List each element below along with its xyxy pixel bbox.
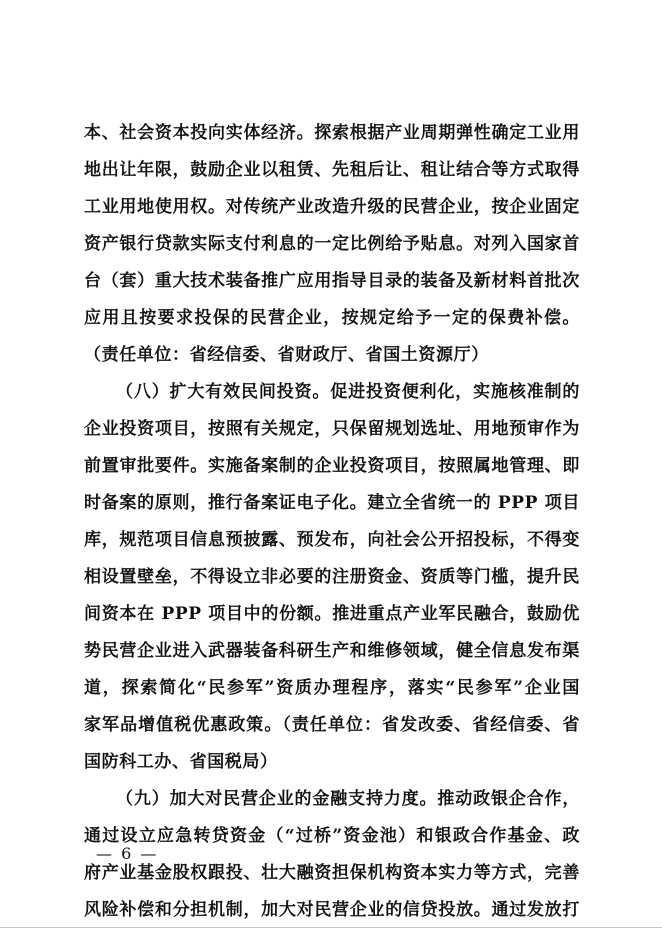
text-line: 企业投资项目，按照有关规定，只保留规划选址、用地预审作为: [84, 419, 580, 439]
section-heading-8: （八）扩大有效民间投资。促进投资便利化，实施核准制的: [116, 382, 580, 402]
text-line: 工业用地使用权。对传统产业改造升级的民营企业，按企业固定: [84, 197, 580, 217]
responsibility-note: （责任单位：省经信委、省财政厅、省国土资源厅）: [84, 345, 489, 365]
text-line: 资产银行贷款实际支付利息的一定比例给予贴息。对列入国家首: [84, 234, 580, 254]
page-number: — 6 —: [96, 844, 159, 863]
text-line: 府产业基金股权跟投、壮大融资担保机构资本实力等方式，完善: [84, 863, 580, 883]
section-heading-9: （九）加大对民营企业的金融支持力度。推动政银企合作，: [116, 789, 580, 809]
text-line: 间资本在 PPP 项目中的份额。推进重点产业军民融合，鼓励优: [84, 604, 580, 624]
text-line: 应用且按要求投保的民营企业，按规定给予一定的保费补偿。: [84, 308, 580, 328]
page-bottom-rule: [0, 927, 662, 928]
text-line: 前置审批要件。实施备案制的企业投资项目，按照属地管理、即: [84, 456, 580, 476]
text-line: 风险补偿和分担机制，加大对民营企业的信贷投放。通过发放打: [84, 900, 580, 920]
text-line: 通过设立应急转贷资金（“过桥”资金池）和银政合作基金、政: [84, 826, 580, 846]
text-line: 家军品增值税优惠政策。（责任单位：省发改委、省经信委、省: [84, 715, 580, 735]
text-line: 台（套）重大技术装备推广应用指导目录的装备及新材料首批次: [84, 271, 580, 291]
text-line: 相设置壁垒，不得设立非必要的注册资金、资质等门槛，提升民: [84, 567, 580, 587]
responsibility-note: 国防科工办、省国税局）: [84, 752, 278, 772]
text-line: 时备案的原则，推行备案证电子化。建立全省统一的 PPP 项目: [84, 493, 580, 513]
text-line: 势民营企业进入武器装备科研生产和维修领域，健全信息发布渠: [84, 641, 580, 661]
text-line: 地出让年限，鼓励企业以租赁、先租后让、租让结合等方式取得: [84, 160, 580, 180]
text-line: 道，探索简化“民参军”资质办理程序，落实“民参军”企业国: [84, 678, 580, 698]
text-line: 本、社会资本投向实体经济。探索根据产业周期弹性确定工业用: [84, 123, 580, 143]
text-line: 库，规范项目信息预披露、预发布，向社会公开招投标，不得变: [84, 530, 580, 550]
